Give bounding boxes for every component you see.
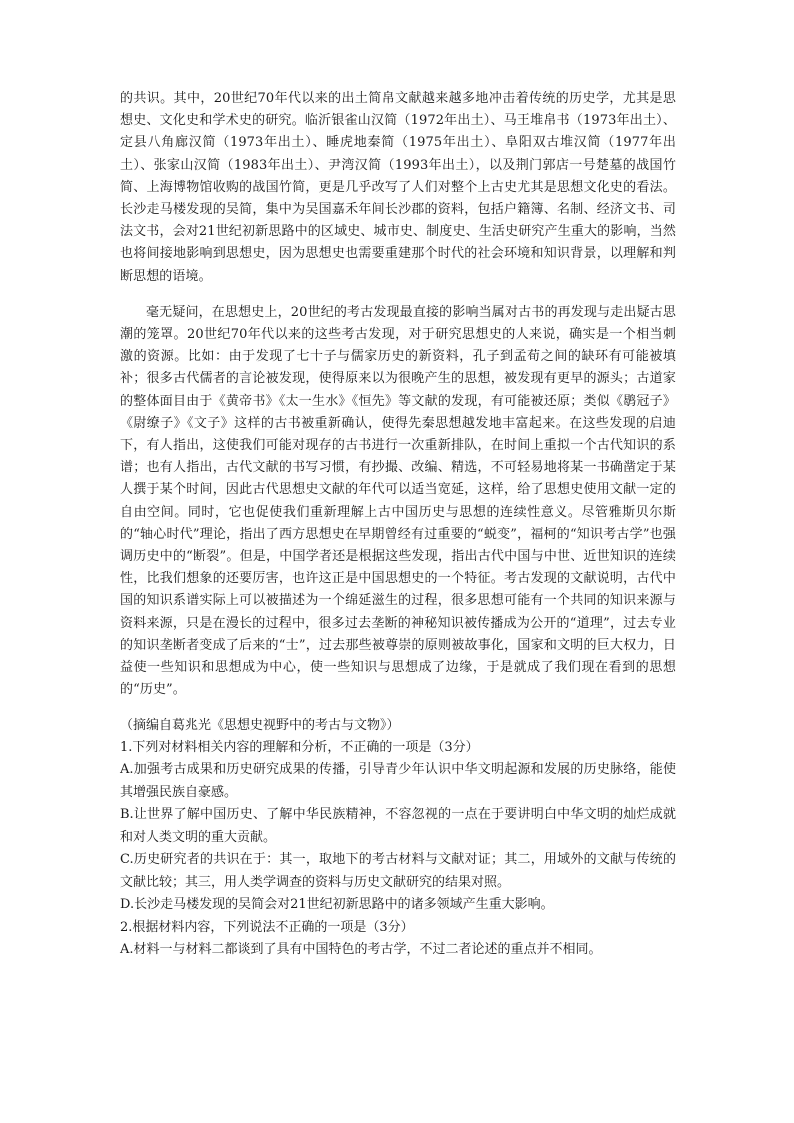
passage-source: （摘编自葛兆光《思想史视野中的考古与文物》） (120, 718, 400, 734)
document-page (120, 88, 676, 961)
question-2-option-a: A.材料一与材料二都谈到了具有中国特色的考古学，不过二者论述的重点并不相同。 (120, 941, 602, 957)
question-2-stem: 2.根据材料内容，下列说法不正确的一项是（3分） (120, 919, 414, 935)
question-1-option-d: D.长沙走马楼发现的吴简会对21世纪初新思路中的诸多领域产生重大影响。 (120, 897, 554, 913)
question-1-option-b: B.让世界了解中国历史、了解中华民族精神，不容忽视的一点在于要讲明白中华文明的灿烂成就和对人类文明的重大贡献。 (120, 807, 676, 845)
question-2 (120, 917, 676, 962)
passage-paragraph-1: 的共识。其中，20世纪70年代以来的出土简帛文献越来越多地冲击着传统的历史学，尤其是思想史、文化史和学术史的研究。临沂银雀山汉简（1972年出土）、马王堆帛书（1973年出土）、定县八角廊汉简（1973年出土）、睡虎地秦简（1975年出土）、阜阳双古堆汉简（1977年出土）、张家山汉简（1983年出土）、尹湾汉简（1993年出土），以及荆门郭店一号楚墓的战国竹简、上海博物馆收购的战国竹简，更是几乎改写了人们对整个上古史尤其是思想文化史的看法。长沙走马楼发现的吴简，集中为吴国嘉禾年间长沙郡的资料，包括户籍簿、名制、经济文书、司法文书，会对21世纪初新思路中的区域史、城市史、制度史、生活史研究产生重大的影响，当然也将间接地影响到思想史，因为思想史也需要重建那个时代的社会环境和知识背景，以理解和判断思想的语境。 (120, 91, 676, 284)
passage-paragraph-2: 毫无疑问，在思想史上，20世纪的考古发现最直接的影响当属对古书的再发现与走出疑古思潮的笼罩。20世纪70年代以来的这些考古发现，对于研究思想史的人来说，确实是一个相当刺激的资源。比如：由于发现了七十子与儒家历史的新资料，孔子到孟荀之间的缺环有可能被填补；很多古代儒者的言论被发现，使得原来以为很晚产生的思想，被发现有更早的源头；古道家的整体面目由于《黄帝书》《太一生水》《恒先》等文献的发现，有可能被还原；类似《鹖冠子》《尉缭子》《文子》这样的古书被重新确认，使得先秦思想越发地丰富起来。在这些发现的启迪下，有人指出，这使我们可能对现存的古书进行一次重新排队，在时间上重拟一个古代知识的系谱；也有人指出，古代文献的书写习惯，有抄撮、改编、精选，不可轻易地将某一书确凿定于某人撰于某个时间，因此古代思想史文献的年代可以适当宽延，这样，给了思想史使用文献一定的自由空间。同时，它也促使我们重新理解上古中国历史与思想的连续性意义。尽管雅斯贝尔斯的“轴心时代”理论，指出了西方思想史在早期曾经有过重要的“蜕变”，福柯的“知识考古学”也强调历史中的“断裂”。但是，中国学者还是根据这些发现，指出古代中国与中世、近世知识的连续性，比我们想象的还要厉害，也许这正是中国思想史的一个特征。考古发现的文献说明，古代中国的知识系谱实际上可以被描述为一个绵延滋生的过程，很多思想可能有一个共同的知识来源与资料来源，只是在漫长的过程中，很多过去垄断的神秘知识被传播成为公开的“道理”，过去专业的知识垄断者变成了后来的“士”，过去那些被尊崇的原则被故事化，国家和文明的巨大权力，日益使一些知识和思想成为中心，使一些知识与思想成了边缘，于是就成了我们现在看到的思想的“历史”。 (120, 304, 676, 698)
question-1-option-c: C.历史研究者的共识在于：其一，取地下的考古材料与文献对证；其二，用域外的文献与传统的文献比较；其三，用人类学调查的资料与历史文献研究的结果对照。 (120, 852, 676, 890)
question-1 (120, 737, 676, 917)
question-1-option-a: A.加强考古成果和历史研究成果的传播，引导青少年认识中华文明起源和发展的历史脉络，能使其增强民族自豪感。 (120, 762, 676, 800)
question-1-stem: 1.下列对材料相关内容的理解和分析，不正确的一项是（3分） (120, 740, 479, 756)
